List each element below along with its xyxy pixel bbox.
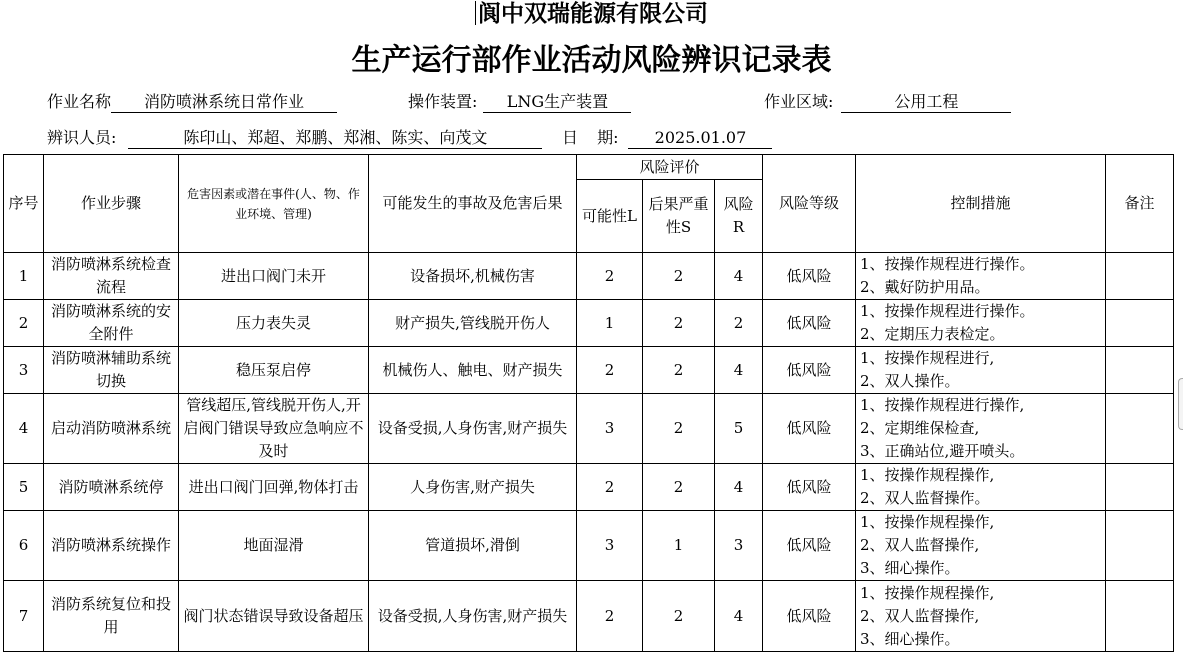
measure-line: 2、双人监督操作,	[860, 606, 980, 625]
cell-level[interactable]: 低风险	[763, 347, 856, 394]
measure-line: 2、定期压力表检定。	[860, 325, 1005, 343]
table-body	[4, 253, 1174, 652]
measure-line: 1、按操作规程进行操作。	[860, 302, 1035, 320]
cell-R[interactable]: 3	[715, 511, 763, 581]
cell-measures[interactable]	[856, 347, 1106, 394]
cell-measures[interactable]	[856, 394, 1106, 464]
cell-hazard[interactable]: 压力表失灵	[179, 300, 369, 347]
measure-line: 1、按操作规程进行操作,	[860, 396, 1025, 414]
cell-hazard[interactable]: 稳压泵启停	[179, 347, 369, 394]
table-row	[4, 300, 1174, 347]
measure-line: 2、双人监督操作。	[860, 489, 990, 507]
device-value[interactable]: LNG生产装置	[483, 92, 631, 113]
job-name-label: 作业名称	[47, 92, 112, 111]
measure-line: 2、定期维保检查,	[860, 419, 980, 437]
cell-seq[interactable]: 6	[4, 511, 44, 581]
header-risk: 风险R	[715, 180, 763, 253]
cell-hazard[interactable]: 管线超压,管线脱开伤人,开启阀门错误导致应急响应不及时	[179, 394, 369, 464]
measure-line: 1、按操作规程操作,	[860, 583, 995, 602]
cell-R[interactable]: 4	[715, 464, 763, 511]
side-panel-tab[interactable]	[1178, 378, 1183, 430]
header-measures: 控制措施	[856, 155, 1106, 253]
cell-step[interactable]: 消防喷淋辅助系统切换	[44, 347, 179, 394]
cell-level[interactable]: 低风险	[763, 464, 856, 511]
measure-line: 2、戴好防护用品。	[860, 278, 990, 296]
date-label: 日 期:	[562, 128, 619, 147]
cell-measures[interactable]	[856, 581, 1106, 652]
header-step: 作业步骤	[44, 155, 179, 253]
table-row	[4, 511, 1174, 581]
cell-consequence[interactable]: 设备损坏,机械伤害	[369, 253, 577, 300]
cell-R[interactable]: 4	[715, 253, 763, 300]
cell-hazard[interactable]: 地面湿滑	[179, 511, 369, 581]
area-label: 作业区域:	[764, 92, 834, 111]
cell-step[interactable]: 消防系统复位和投用	[44, 581, 179, 652]
identifier-label: 辨识人员:	[47, 128, 117, 147]
cell-S[interactable]: 2	[643, 300, 715, 347]
identifier-value[interactable]: 陈印山、郑超、郑鹏、郑湘、陈实、向茂文	[128, 128, 542, 149]
date-field	[562, 128, 772, 149]
cell-S[interactable]: 2	[643, 581, 715, 652]
cell-S[interactable]: 2	[643, 394, 715, 464]
cell-step[interactable]: 消防喷淋系统操作	[44, 511, 179, 581]
cell-level[interactable]: 低风险	[763, 253, 856, 300]
risk-table	[3, 154, 1174, 652]
cell-remarks[interactable]	[1106, 394, 1174, 464]
cell-level[interactable]: 低风险	[763, 394, 856, 464]
measure-line: 1、按操作规程进行,	[860, 349, 995, 367]
cell-level[interactable]: 低风险	[763, 511, 856, 581]
cell-R[interactable]: 4	[715, 581, 763, 652]
cell-measures[interactable]	[856, 253, 1106, 300]
table-row	[4, 464, 1174, 511]
header-remarks: 备注	[1106, 155, 1174, 253]
cell-consequence[interactable]: 设备受损,人身伤害,财产损失	[369, 394, 577, 464]
cell-seq[interactable]: 3	[4, 347, 44, 394]
cell-step[interactable]: 消防喷淋系统检查流程	[44, 253, 179, 300]
text-cursor	[475, 1, 476, 25]
cell-L[interactable]: 1	[577, 300, 643, 347]
cell-L[interactable]: 3	[577, 394, 643, 464]
cell-L[interactable]: 3	[577, 511, 643, 581]
cell-remarks[interactable]	[1106, 253, 1174, 300]
cell-seq[interactable]: 2	[4, 300, 44, 347]
cell-L[interactable]: 2	[577, 347, 643, 394]
table-row	[4, 394, 1174, 464]
cell-step[interactable]: 消防喷淋系统的安全附件	[44, 300, 179, 347]
cell-seq[interactable]: 4	[4, 394, 44, 464]
area-value[interactable]: 公用工程	[841, 92, 1011, 113]
header-seq: 序号	[4, 155, 44, 253]
header-consequence: 可能发生的事故及危害后果	[369, 155, 577, 253]
cell-S[interactable]: 2	[643, 347, 715, 394]
header-likelihood: 可能性L	[577, 180, 643, 253]
company-name-text: 阆中双瑞能源有限公司	[478, 1, 708, 27]
cell-consequence[interactable]: 人身伤害,财产损失	[369, 464, 577, 511]
date-value[interactable]: 2025.01.07	[628, 128, 772, 149]
cell-measures[interactable]	[856, 511, 1106, 581]
cell-consequence[interactable]: 设备受损,人身伤害,财产损失	[369, 581, 577, 652]
cell-consequence[interactable]: 管道损坏,滑倒	[369, 511, 577, 581]
cell-R[interactable]: 2	[715, 300, 763, 347]
measure-line: 2、双人操作。	[860, 372, 960, 390]
header-level: 风险等级	[763, 155, 856, 253]
header-risk-eval: 风险评价	[577, 155, 763, 180]
cell-S[interactable]: 2	[643, 253, 715, 300]
device-label: 操作装置:	[408, 92, 478, 111]
form-title: 生产运行部作业活动风险辨识记录表	[351, 43, 832, 78]
table-row	[4, 581, 1174, 652]
cell-consequence[interactable]: 财产损失,管线脱开伤人	[369, 300, 577, 347]
measure-line: 1、按操作规程操作,	[860, 513, 995, 531]
cell-remarks[interactable]	[1106, 300, 1174, 347]
header-severity: 后果严重性S	[643, 180, 715, 253]
cell-R[interactable]: 5	[715, 394, 763, 464]
cell-R[interactable]: 4	[715, 347, 763, 394]
cell-L[interactable]: 2	[577, 253, 643, 300]
measure-line: 2、双人监督操作,	[860, 536, 980, 554]
measure-line: 1、按操作规程进行操作。	[860, 255, 1035, 273]
table-row	[4, 347, 1174, 394]
cell-L[interactable]: 2	[577, 581, 643, 652]
cell-S[interactable]: 2	[643, 464, 715, 511]
measure-line: 1、按操作规程操作,	[860, 466, 995, 484]
cell-S[interactable]: 1	[643, 511, 715, 581]
cell-remarks[interactable]	[1106, 511, 1174, 581]
cell-seq[interactable]: 1	[4, 253, 44, 300]
cell-measures[interactable]	[856, 464, 1106, 511]
header-hazard: 危害因素或潜在事件(人、物、作业环境、管理)	[179, 155, 369, 253]
cell-L[interactable]: 2	[577, 464, 643, 511]
cell-remarks[interactable]	[1106, 464, 1174, 511]
cell-hazard[interactable]: 阀门状态错误导致设备超压	[179, 581, 369, 652]
measure-line: 3、正确站位,避开喷头。	[860, 442, 1025, 460]
device-field	[408, 92, 631, 113]
cell-seq[interactable]: 7	[4, 581, 44, 652]
cell-hazard[interactable]: 进出口阀门未开	[179, 253, 369, 300]
measure-line: 3、细心操作。	[860, 629, 960, 648]
cell-step[interactable]: 消防喷淋系统停	[44, 464, 179, 511]
identifier-field	[47, 128, 542, 149]
cell-hazard[interactable]: 进出口阀门回弹,物体打击	[179, 464, 369, 511]
cell-level[interactable]: 低风险	[763, 581, 856, 652]
cell-consequence[interactable]: 机械伤人、触电、财产损失	[369, 347, 577, 394]
company-name	[0, 0, 1183, 28]
cell-seq[interactable]: 5	[4, 464, 44, 511]
cell-remarks[interactable]	[1106, 581, 1174, 652]
job-name-field	[47, 92, 337, 113]
cell-remarks[interactable]	[1106, 347, 1174, 394]
cell-step[interactable]: 启动消防喷淋系统	[44, 394, 179, 464]
job-name-value[interactable]: 消防喷淋系统日常作业	[111, 92, 337, 113]
cell-level[interactable]: 低风险	[763, 300, 856, 347]
table-row	[4, 253, 1174, 300]
area-field	[764, 92, 1011, 113]
measure-line: 3、细心操作。	[860, 559, 960, 577]
cell-measures[interactable]	[856, 300, 1106, 347]
